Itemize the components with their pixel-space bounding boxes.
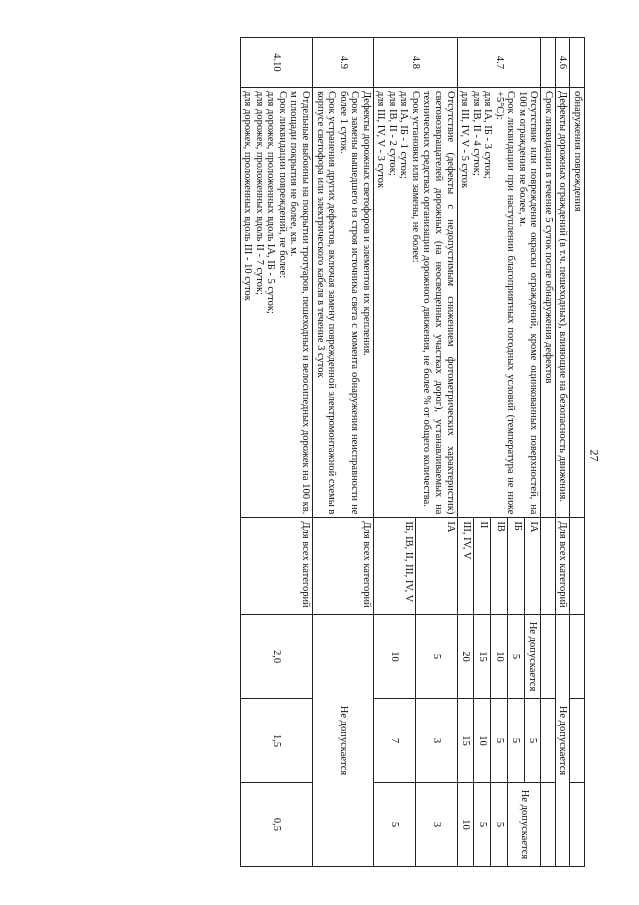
table-row (524, 38, 541, 867)
row-description: Отдельные выбоины на покрытии тротуаров, пешеходных и велосипедных дорожек на 100 кв. м площади покрытия не более, кв. м. Срок ликвидации повреждений, не более: для дорожек, проложенных вдоль IА, IБ - 5 суток; для дорожек, проложенных вдоль II - 7 суток; для дорожек, проложенных вдоль III - 10 суток (240, 87, 312, 517)
value-cell: 0,5 (240, 782, 312, 866)
category-cell: III, IV, V (457, 518, 474, 615)
category-cell: Для всех категорий (555, 518, 570, 615)
norms-table (240, 37, 585, 867)
table-row (541, 38, 556, 867)
table-row (312, 38, 373, 867)
row-description: Срок ликвидации в течение 5 суток после обнаружения дефектов (541, 87, 556, 517)
value-cell: 5 (524, 699, 541, 783)
value-cell: 5 (491, 782, 508, 866)
value-cell: 7 (373, 699, 415, 783)
table-row (240, 38, 312, 867)
category-cell: Для всех категорий (240, 518, 312, 615)
value-cell: 20 (457, 615, 474, 699)
category-cell: IВ (491, 518, 508, 615)
value-cell: 10 (373, 615, 415, 699)
category-cell: IБ (507, 518, 524, 615)
value-cell: 15 (474, 615, 491, 699)
value-cell: 5 (415, 615, 457, 699)
value-cell: 15 (457, 699, 474, 783)
category-cell: IА (524, 518, 541, 615)
page-number: 27 (587, 449, 602, 462)
row-description: Дефекты дорожных ограждений (в т.ч. пешеходных), влияющие на безопасность движения. (555, 87, 570, 517)
value-cell: 5 (474, 782, 491, 866)
value-cell: Не допускается (507, 782, 541, 866)
category-cell: II (474, 518, 491, 615)
value-cell: 1,5 (240, 699, 312, 783)
table-row (570, 38, 585, 867)
row-description: Дефекты дорожных светофоров и элементов их крепления. Срок замены вышедшего из строя источника света с момента обнаружения неисправности не более 1 суток. Срок устранения других дефектов, включая замену поврежденной электромонтажной схемы в корпусе светофора или электрического кабеля в течение 3 суток (312, 87, 373, 517)
value-cell: 5 (373, 782, 415, 866)
value-cell: 10 (491, 615, 508, 699)
row-number (570, 38, 585, 88)
row-number: 4.6 (555, 38, 570, 88)
row-number: 4.9 (312, 38, 373, 88)
value-cell: 10 (474, 699, 491, 783)
category-cell: IА (415, 518, 457, 615)
value-cell: 3 (415, 699, 457, 783)
value-cell: 5 (507, 615, 524, 699)
status-cell: Не допускается (555, 615, 570, 867)
row-number: 4.8 (373, 38, 457, 88)
value-cell: 5 (507, 699, 524, 783)
value-cell: 5 (491, 699, 508, 783)
category-cell: IБ, IВ, II, III, IV, V (373, 518, 415, 615)
value-cell: 2,0 (240, 615, 312, 699)
row-description: Отсутствие (дефекты с недопустимым снижением фотометрических характеристик) световозвращателей дорожных (на неосвещенных участках дорог), устанавливаемых на технических средствах организации дорожного движения, не более % от общего количества. Срок установки или замены, не более: для IА, IБ - 1 суток; для IВ, II - 2 суток; для III, IV, V - 3 суток (373, 87, 457, 517)
category-cell: Для всех категорий (312, 518, 373, 615)
row-number: 4.7 (457, 38, 541, 88)
value-cell: 3 (415, 782, 457, 866)
row-number: 4.10 (240, 38, 312, 88)
value-cell: 10 (457, 782, 474, 866)
status-cell: Не допускается (312, 615, 373, 867)
row-description: обнаружения повреждения (570, 87, 585, 517)
table-row (415, 38, 457, 867)
table-row (555, 38, 570, 867)
rotated-table-sheet (55, 37, 585, 867)
value-cell: Не допускается (524, 615, 541, 699)
row-description: Отсутствие или повреждение окраски ограждений, кроме оцинкованных поверхностей, на 100 м ограждения не более, м. Срок ликвидации при наступлении благоприятных погодных условий (температура не ниже +5°С): для IА, IБ - 3 суток; для IВ, II - 4 суток; для III, IV, V - 5 суток (457, 87, 541, 517)
